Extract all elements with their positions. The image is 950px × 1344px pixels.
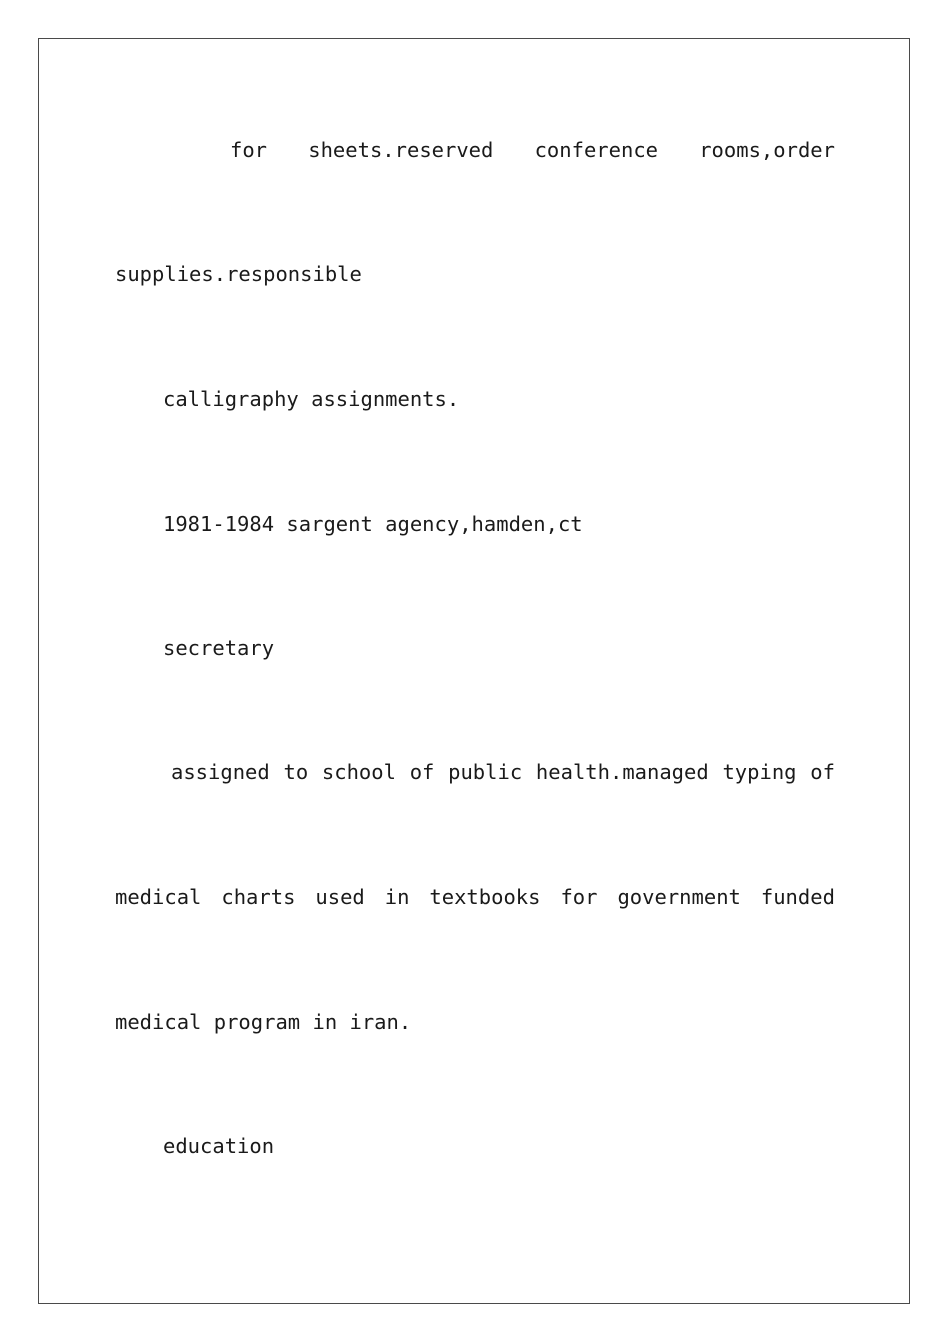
word: typing (722, 760, 797, 784)
word: public (448, 760, 523, 784)
word: charts (221, 885, 296, 909)
word: for (230, 138, 268, 162)
word: in (384, 885, 410, 909)
word: of (810, 760, 835, 784)
text-line-5: secretary (163, 636, 275, 660)
text-line-8: medical program in iran. (115, 1010, 412, 1034)
word: to (283, 760, 309, 784)
word: assigned (171, 760, 270, 784)
word: for (560, 885, 598, 909)
text-line-3: calligraphy assignments. (163, 387, 460, 411)
word: sheets.reserved (308, 138, 494, 162)
word: school (321, 760, 396, 784)
word: used (315, 885, 365, 909)
word: government (617, 885, 741, 909)
word: conference (534, 138, 658, 162)
page-border (38, 38, 910, 1304)
text-line-4: 1981-1984 sargent agency,hamden,ct (163, 512, 583, 536)
text-line-7 (115, 885, 835, 909)
word: rooms,order (699, 138, 835, 162)
word: health.managed (535, 760, 709, 784)
word: medical (115, 885, 202, 909)
text-line-6 (115, 760, 835, 784)
text-line-2: supplies.responsible (115, 262, 362, 286)
word: of (409, 760, 435, 784)
text-line-9: education (163, 1134, 275, 1158)
word: funded (760, 885, 835, 909)
text-line-1 (115, 138, 835, 162)
word: textbooks (429, 885, 541, 909)
